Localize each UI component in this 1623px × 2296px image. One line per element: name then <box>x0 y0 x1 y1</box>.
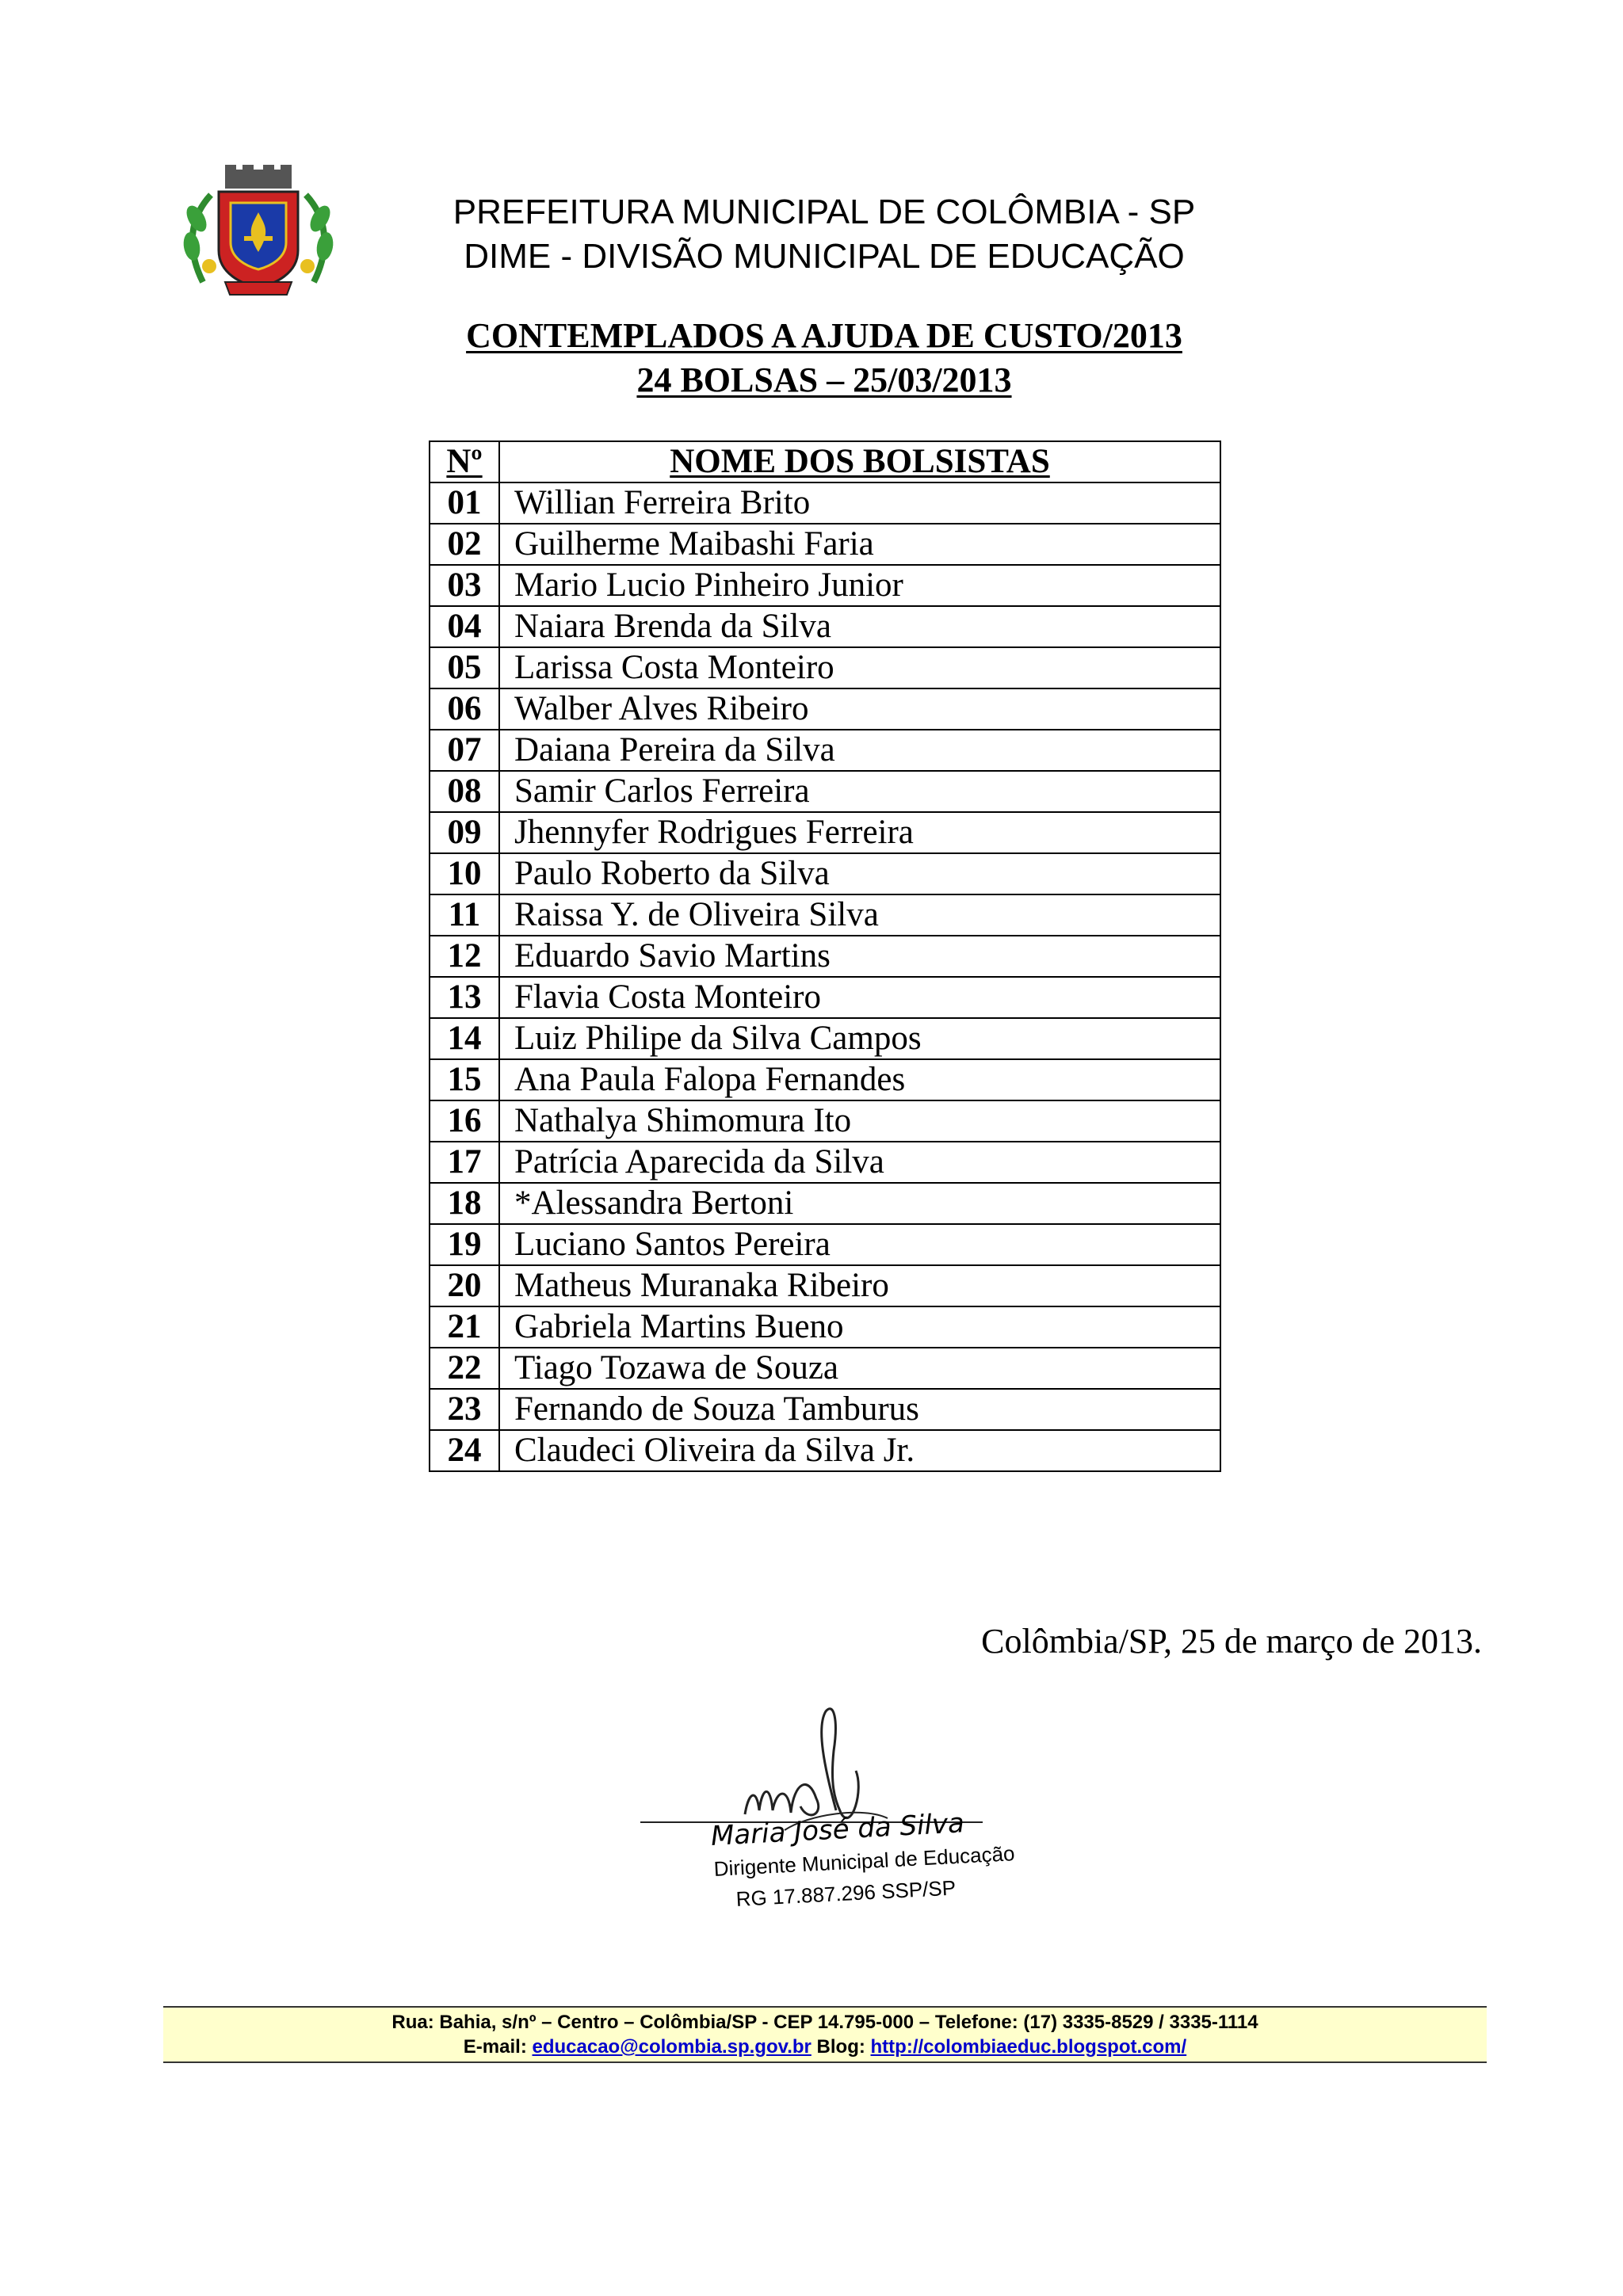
row-name: Walber Alves Ribeiro <box>499 688 1220 730</box>
row-name: Nathalya Shimomura Ito <box>499 1100 1220 1142</box>
row-name: Jhennyfer Rodrigues Ferreira <box>499 812 1220 853</box>
table-row <box>430 647 1220 688</box>
row-number: 12 <box>430 936 499 977</box>
row-number: 19 <box>430 1224 499 1265</box>
row-name: Mario Lucio Pinheiro Junior <box>499 565 1220 606</box>
row-number: 24 <box>430 1430 499 1471</box>
row-number: 09 <box>430 812 499 853</box>
column-number-header: Nº <box>430 441 499 482</box>
signature-rg: RG 17.887.296 SSP/SP <box>735 1875 957 1911</box>
table-row <box>430 482 1220 524</box>
row-number: 06 <box>430 688 499 730</box>
table-row <box>430 1018 1220 1059</box>
table-row <box>430 1100 1220 1142</box>
row-number: 13 <box>430 977 499 1018</box>
row-name: *Alessandra Bertoni <box>499 1183 1220 1224</box>
row-name: Paulo Roberto da Silva <box>499 853 1220 894</box>
table-row <box>430 730 1220 771</box>
row-name: Larissa Costa Monteiro <box>499 647 1220 688</box>
table-row <box>430 1430 1220 1471</box>
table-row <box>430 1306 1220 1348</box>
footer-blog-label: Blog: <box>816 2036 865 2058</box>
title-2: 24 BOLSAS – 25/03/2013 <box>636 360 1012 399</box>
row-name: Patrícia Aparecida da Silva <box>499 1142 1220 1183</box>
table-row <box>430 1183 1220 1224</box>
header-line-1: PREFEITURA MUNICIPAL DE COLÔMBIA - SP <box>453 193 1196 231</box>
row-number: 08 <box>430 771 499 812</box>
table-row <box>430 936 1220 977</box>
row-number: 14 <box>430 1018 499 1059</box>
row-name: Eduardo Savio Martins <box>499 936 1220 977</box>
scholarship-table <box>429 441 1221 1472</box>
row-number: 16 <box>430 1100 499 1142</box>
row-number: 22 <box>430 1348 499 1389</box>
row-number: 05 <box>430 647 499 688</box>
signature-role: Dirigente Municipal de Educação <box>713 1841 1016 1881</box>
table-row <box>430 894 1220 936</box>
table-row <box>430 1265 1220 1306</box>
table-row <box>430 688 1220 730</box>
table-row <box>430 771 1220 812</box>
row-number: 17 <box>430 1142 499 1183</box>
document-header <box>372 190 1276 279</box>
row-name: Daiana Pereira da Silva <box>499 730 1220 771</box>
table-row <box>430 853 1220 894</box>
table-body <box>430 482 1220 1471</box>
document-titles <box>372 314 1276 402</box>
footer-blog-link[interactable]: http://colombiaeduc.blogspot.com/ <box>870 2036 1187 2058</box>
row-number: 01 <box>430 482 499 524</box>
table-row <box>430 1142 1220 1183</box>
row-number: 10 <box>430 853 499 894</box>
table-header-row <box>430 441 1220 482</box>
table-row <box>430 1389 1220 1430</box>
row-name: Ana Paula Falopa Fernandes <box>499 1059 1220 1100</box>
row-name: Claudeci Oliveira da Silva Jr. <box>499 1430 1220 1471</box>
header-line-2: DIME - DIVISÃO MUNICIPAL DE EDUCAÇÃO <box>464 237 1185 276</box>
table-row <box>430 524 1220 565</box>
table-row <box>430 1348 1220 1389</box>
table-row <box>430 977 1220 1018</box>
footer-contact <box>163 2006 1487 2063</box>
row-name: Fernando de Souza Tamburus <box>499 1389 1220 1430</box>
row-number: 02 <box>430 524 499 565</box>
table-row <box>430 1059 1220 1100</box>
table-row <box>430 606 1220 647</box>
row-number: 18 <box>430 1183 499 1224</box>
footer-links-line <box>163 2035 1487 2059</box>
row-name: Luciano Santos Pereira <box>499 1224 1220 1265</box>
row-number: 23 <box>430 1389 499 1430</box>
row-number: 21 <box>430 1306 499 1348</box>
row-name: Samir Carlos Ferreira <box>499 771 1220 812</box>
row-name: Willian Ferreira Brito <box>499 482 1220 524</box>
row-number: 03 <box>430 565 499 606</box>
column-name-header: NOME DOS BOLSISTAS <box>499 441 1220 482</box>
date-line: Colômbia/SP, 25 de março de 2013. <box>981 1622 1482 1661</box>
footer-address: Rua: Bahia, s/nº – Centro – Colômbia/SP - CEP 14.795-000 – Telefone: (17) 3335-8529 / 3335-1114 <box>391 2012 1258 2033</box>
row-name: Gabriela Martins Bueno <box>499 1306 1220 1348</box>
footer-email-link[interactable]: educacao@colombia.sp.gov.br <box>532 2036 812 2058</box>
row-name: Naiara Brenda da Silva <box>499 606 1220 647</box>
row-number: 20 <box>430 1265 499 1306</box>
table-row <box>430 565 1220 606</box>
signature-name: Maria José da Silva <box>710 1807 965 1852</box>
row-name: Luiz Philipe da Silva Campos <box>499 1018 1220 1059</box>
row-number: 15 <box>430 1059 499 1100</box>
row-name: Raissa Y. de Oliveira Silva <box>499 894 1220 936</box>
row-number: 04 <box>430 606 499 647</box>
table-row <box>430 1224 1220 1265</box>
row-name: Tiago Tozawa de Souza <box>499 1348 1220 1389</box>
row-number: 11 <box>430 894 499 936</box>
municipal-coat-of-arms-icon <box>179 163 338 299</box>
row-name: Guilherme Maibashi Faria <box>499 524 1220 565</box>
row-name: Flavia Costa Monteiro <box>499 977 1220 1018</box>
row-name: Matheus Muranaka Ribeiro <box>499 1265 1220 1306</box>
table-row <box>430 812 1220 853</box>
footer-email-label: E-mail: <box>463 2036 527 2058</box>
row-number: 07 <box>430 730 499 771</box>
title-1: CONTEMPLADOS A AJUDA DE CUSTO/2013 <box>466 316 1182 355</box>
